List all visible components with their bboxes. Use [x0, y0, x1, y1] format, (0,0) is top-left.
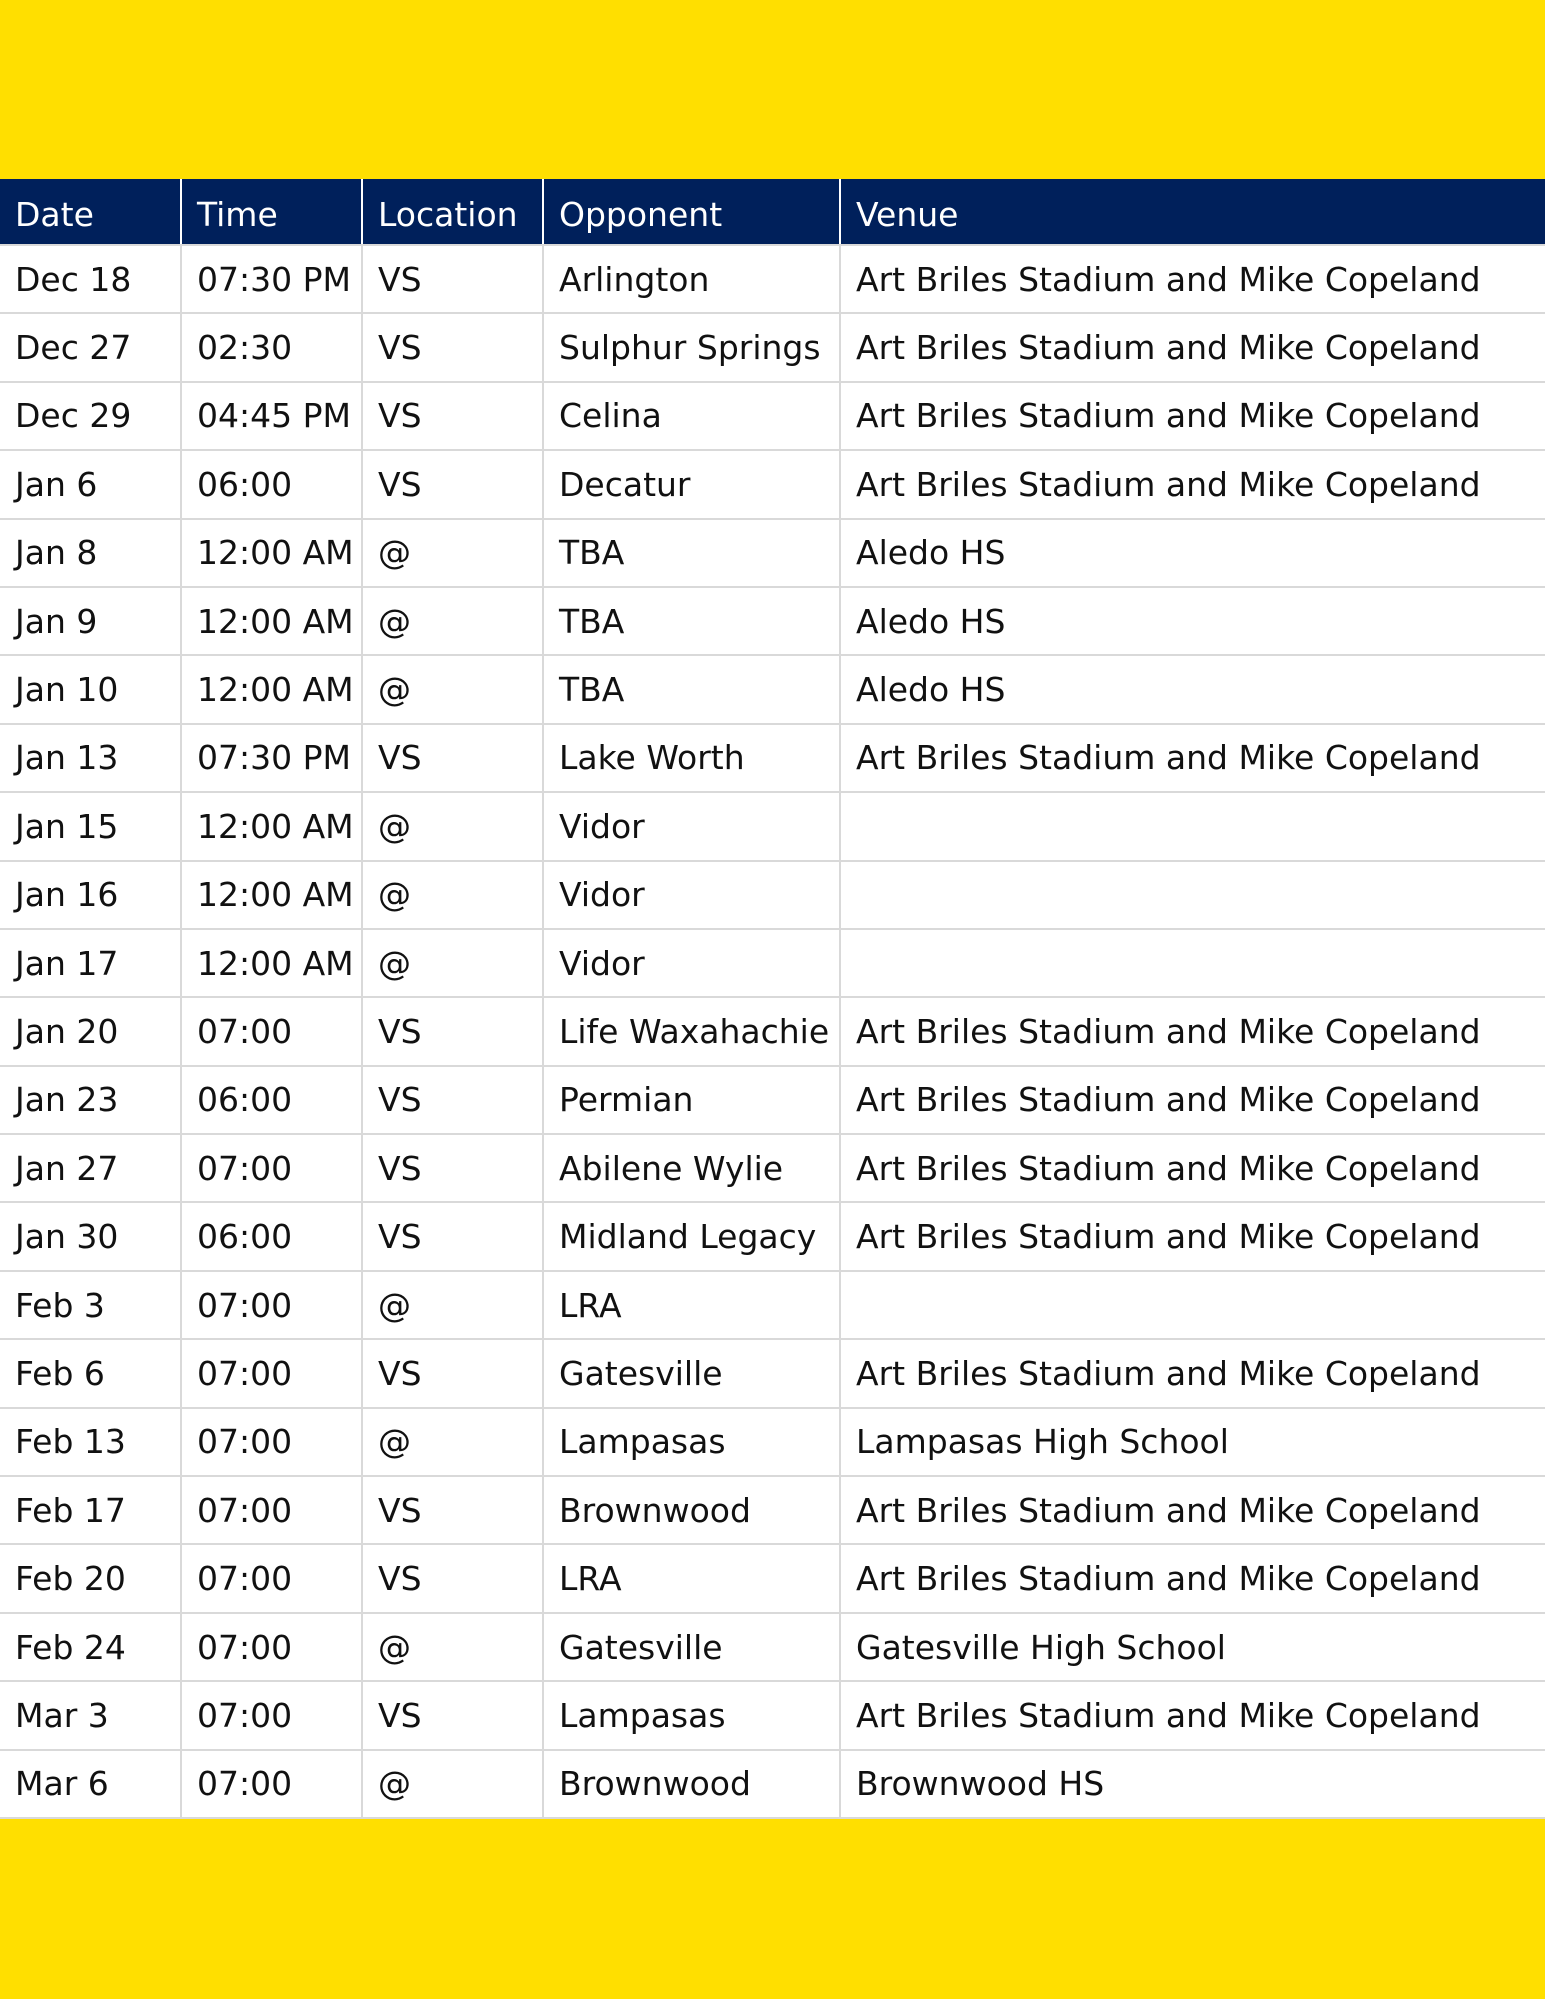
table-row	[0, 519, 1545, 587]
cell-time: 07:00	[181, 1613, 362, 1681]
cell-venue: Lampasas High School	[840, 1408, 1545, 1476]
cell-date: Feb 24	[0, 1613, 181, 1681]
table-row	[0, 929, 1545, 997]
cell-opponent: Decatur	[543, 450, 840, 518]
table-row	[0, 1202, 1545, 1270]
cell-opponent: Lampasas	[543, 1408, 840, 1476]
table-body	[0, 245, 1545, 1818]
cell-time: 12:00 AM	[181, 587, 362, 655]
table-row	[0, 1271, 1545, 1339]
schedule-table	[0, 179, 1545, 1819]
cell-location: VS	[362, 1134, 543, 1202]
cell-venue: Art Briles Stadium and Mike Copeland	[840, 450, 1545, 518]
cell-opponent: TBA	[543, 519, 840, 587]
header-row	[0, 179, 1545, 245]
cell-venue	[840, 1271, 1545, 1339]
cell-opponent: LRA	[543, 1271, 840, 1339]
cell-date: Jan 13	[0, 724, 181, 792]
table-header	[0, 179, 1545, 245]
cell-venue: Brownwood HS	[840, 1750, 1545, 1818]
cell-time: 06:00	[181, 1202, 362, 1270]
table-row	[0, 997, 1545, 1065]
header-venue: Venue	[840, 179, 1545, 245]
cell-time: 07:00	[181, 997, 362, 1065]
table-row	[0, 1613, 1545, 1681]
cell-time: 07:00	[181, 1476, 362, 1544]
cell-date: Jan 16	[0, 861, 181, 929]
table-row	[0, 1134, 1545, 1202]
header-opponent: Opponent	[543, 179, 840, 245]
cell-venue: Art Briles Stadium and Mike Copeland	[840, 997, 1545, 1065]
cell-venue: Art Briles Stadium and Mike Copeland	[840, 1066, 1545, 1134]
top-banner	[0, 0, 1545, 179]
cell-date: Jan 8	[0, 519, 181, 587]
table-row	[0, 313, 1545, 381]
cell-venue: Art Briles Stadium and Mike Copeland	[840, 1476, 1545, 1544]
cell-time: 12:00 AM	[181, 929, 362, 997]
cell-venue: Art Briles Stadium and Mike Copeland	[840, 1202, 1545, 1270]
cell-location: VS	[362, 1339, 543, 1407]
cell-venue: Art Briles Stadium and Mike Copeland	[840, 1339, 1545, 1407]
table-row	[0, 724, 1545, 792]
cell-date: Jan 30	[0, 1202, 181, 1270]
cell-date: Jan 20	[0, 997, 181, 1065]
cell-location: VS	[362, 1544, 543, 1612]
cell-date: Feb 3	[0, 1271, 181, 1339]
cell-opponent: Arlington	[543, 245, 840, 313]
cell-venue: Art Briles Stadium and Mike Copeland	[840, 724, 1545, 792]
table-row	[0, 1408, 1545, 1476]
cell-venue	[840, 861, 1545, 929]
cell-venue: Aledo HS	[840, 587, 1545, 655]
cell-venue: Art Briles Stadium and Mike Copeland	[840, 382, 1545, 450]
cell-venue: Art Briles Stadium and Mike Copeland	[840, 1544, 1545, 1612]
cell-time: 12:00 AM	[181, 861, 362, 929]
cell-location: VS	[362, 1066, 543, 1134]
cell-venue: Aledo HS	[840, 519, 1545, 587]
cell-location: @	[362, 929, 543, 997]
cell-location: VS	[362, 724, 543, 792]
cell-date: Feb 13	[0, 1408, 181, 1476]
cell-location: @	[362, 519, 543, 587]
cell-time: 07:30 PM	[181, 724, 362, 792]
cell-location: @	[362, 792, 543, 860]
cell-time: 07:00	[181, 1408, 362, 1476]
cell-date: Jan 15	[0, 792, 181, 860]
bottom-banner	[0, 1822, 1545, 1999]
cell-date: Feb 6	[0, 1339, 181, 1407]
cell-location: VS	[362, 245, 543, 313]
cell-location: VS	[362, 1681, 543, 1749]
header-date: Date	[0, 179, 181, 245]
table-row	[0, 1681, 1545, 1749]
table-row	[0, 245, 1545, 313]
cell-time: 12:00 AM	[181, 792, 362, 860]
header-location: Location	[362, 179, 543, 245]
cell-location: @	[362, 655, 543, 723]
table-row	[0, 655, 1545, 723]
cell-time: 07:00	[181, 1134, 362, 1202]
cell-opponent: Vidor	[543, 792, 840, 860]
cell-opponent: Vidor	[543, 861, 840, 929]
cell-time: 07:00	[181, 1339, 362, 1407]
cell-opponent: Brownwood	[543, 1476, 840, 1544]
cell-venue: Gatesville High School	[840, 1613, 1545, 1681]
cell-location: VS	[362, 313, 543, 381]
cell-location: @	[362, 1408, 543, 1476]
cell-venue	[840, 929, 1545, 997]
cell-time: 06:00	[181, 1066, 362, 1134]
cell-time: 07:00	[181, 1681, 362, 1749]
cell-opponent: Celina	[543, 382, 840, 450]
cell-location: VS	[362, 1202, 543, 1270]
cell-date: Jan 17	[0, 929, 181, 997]
cell-opponent: Vidor	[543, 929, 840, 997]
cell-location: @	[362, 1613, 543, 1681]
table-row	[0, 587, 1545, 655]
cell-venue: Art Briles Stadium and Mike Copeland	[840, 1134, 1545, 1202]
cell-venue	[840, 792, 1545, 860]
cell-date: Jan 10	[0, 655, 181, 723]
cell-location: @	[362, 861, 543, 929]
cell-time: 04:45 PM	[181, 382, 362, 450]
cell-date: Dec 29	[0, 382, 181, 450]
table-row	[0, 450, 1545, 518]
cell-time: 06:00	[181, 450, 362, 518]
cell-opponent: Gatesville	[543, 1613, 840, 1681]
header-time: Time	[181, 179, 362, 245]
cell-location: @	[362, 1750, 543, 1818]
cell-venue: Art Briles Stadium and Mike Copeland	[840, 245, 1545, 313]
cell-location: VS	[362, 997, 543, 1065]
cell-location: @	[362, 587, 543, 655]
cell-opponent: LRA	[543, 1544, 840, 1612]
table-row	[0, 382, 1545, 450]
table-row	[0, 1339, 1545, 1407]
cell-date: Feb 17	[0, 1476, 181, 1544]
table-row	[0, 1544, 1545, 1612]
cell-time: 02:30	[181, 313, 362, 381]
table-row	[0, 792, 1545, 860]
cell-opponent: Lampasas	[543, 1681, 840, 1749]
cell-time: 12:00 AM	[181, 655, 362, 723]
cell-time: 12:00 AM	[181, 519, 362, 587]
cell-time: 07:00	[181, 1750, 362, 1818]
cell-location: @	[362, 1271, 543, 1339]
cell-venue: Art Briles Stadium and Mike Copeland	[840, 313, 1545, 381]
cell-date: Dec 27	[0, 313, 181, 381]
cell-date: Dec 18	[0, 245, 181, 313]
table-row	[0, 1066, 1545, 1134]
cell-location: VS	[362, 382, 543, 450]
cell-date: Jan 27	[0, 1134, 181, 1202]
cell-date: Jan 6	[0, 450, 181, 518]
cell-date: Jan 9	[0, 587, 181, 655]
cell-date: Mar 6	[0, 1750, 181, 1818]
cell-date: Mar 3	[0, 1681, 181, 1749]
cell-date: Feb 20	[0, 1544, 181, 1612]
table-row	[0, 1750, 1545, 1818]
cell-opponent: TBA	[543, 587, 840, 655]
table-row	[0, 861, 1545, 929]
cell-location: VS	[362, 450, 543, 518]
cell-opponent: TBA	[543, 655, 840, 723]
cell-venue: Aledo HS	[840, 655, 1545, 723]
cell-venue: Art Briles Stadium and Mike Copeland	[840, 1681, 1545, 1749]
cell-opponent: Lake Worth	[543, 724, 840, 792]
cell-opponent: Life Waxahachie	[543, 997, 840, 1065]
cell-date: Jan 23	[0, 1066, 181, 1134]
cell-time: 07:00	[181, 1271, 362, 1339]
cell-opponent: Midland Legacy	[543, 1202, 840, 1270]
cell-location: VS	[362, 1476, 543, 1544]
cell-opponent: Gatesville	[543, 1339, 840, 1407]
cell-opponent: Permian	[543, 1066, 840, 1134]
cell-time: 07:30 PM	[181, 245, 362, 313]
cell-opponent: Sulphur Springs	[543, 313, 840, 381]
table-row	[0, 1476, 1545, 1544]
cell-opponent: Abilene Wylie	[543, 1134, 840, 1202]
cell-time: 07:00	[181, 1544, 362, 1612]
cell-opponent: Brownwood	[543, 1750, 840, 1818]
